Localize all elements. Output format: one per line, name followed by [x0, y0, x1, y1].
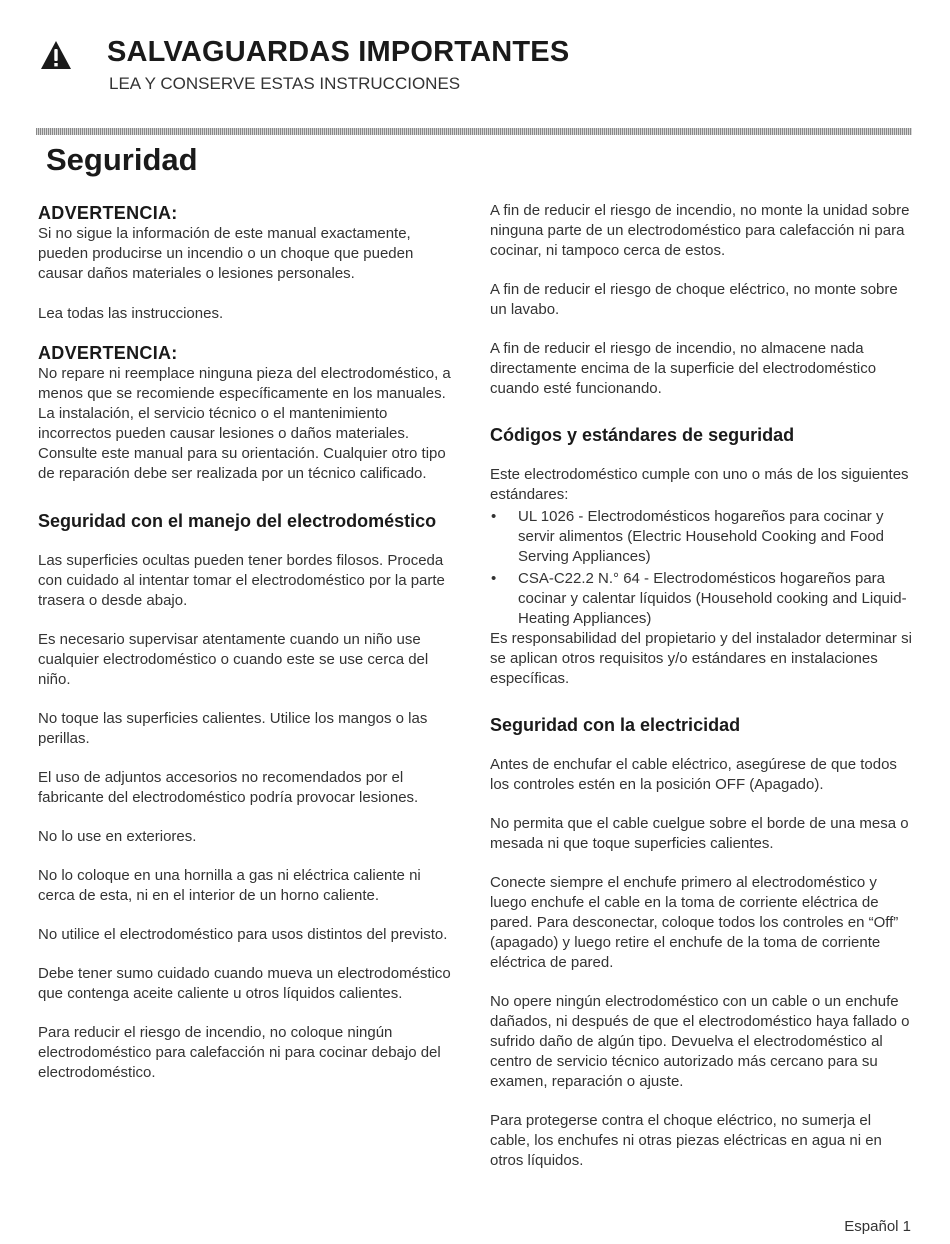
codes-intro: Este electrodoméstico cumple con uno o más de los siguientes estándares:	[490, 466, 909, 503]
handling-paragraph: No utilice el electrodoméstico para usos distintos del previsto.	[38, 926, 448, 943]
intro-paragraph: A fin de reducir el riesgo de incendio, no almacene nada directamente encima de la superficie del electrodoméstico cuando esté funcionando.	[490, 340, 877, 397]
warning-heading-1: ADVERTENCIA:	[38, 203, 178, 223]
right-column	[490, 201, 914, 1171]
warning-triangle-icon	[40, 40, 72, 70]
handling-paragraph: No lo coloque en una hornilla a gas ni eléctrica caliente ni cerca de esta, ni en el interior de un horno caliente.	[38, 867, 421, 904]
divider-rule	[36, 128, 912, 135]
handling-paragraph: Es necesario supervisar atentamente cuando un niño use cualquier electrodoméstico o cuando este se use cerca del niño.	[38, 631, 429, 688]
bullet-icon: •	[491, 570, 497, 587]
list-item	[490, 569, 914, 629]
page-number: Español 1	[844, 1218, 911, 1235]
list-item	[490, 507, 914, 567]
handling-paragraph: No toque las superficies calientes. Utilice los mangos o las perillas.	[38, 710, 428, 747]
electricity-heading: Seguridad con la electricidad	[490, 715, 741, 735]
intro-paragraph: A fin de reducir el riesgo de choque eléctrico, no monte sobre un lavabo.	[490, 281, 898, 318]
electricity-paragraph: Para protegerse contra el choque eléctrico, no sumerja el cable, los enchufes ni otras piezas eléctricas en agua ni en otros líquidos.	[490, 1112, 882, 1169]
handling-paragraph: Debe tener sumo cuidado cuando mueva un electrodoméstico que contenga aceite caliente u otros líquidos calientes.	[38, 965, 451, 1002]
subtitle: LEA Y CONSERVE ESTAS INSTRUCCIONES	[109, 74, 461, 93]
bullet-icon: •	[491, 508, 497, 525]
intro-paragraph: A fin de reducir el riesgo de incendio, no monte la unidad sobre ninguna parte de un electrodoméstico para calefacción ni para cocinar, ni tampoco cerca de estos.	[490, 202, 910, 259]
standard-text: CSA-C22.2 N.° 64 - Electrodomésticos hogareños para cocinar y calentar líquidos (Household cooking and Liquid-Heating Appliances)	[518, 570, 907, 627]
electricity-paragraph: Antes de enchufar el cable eléctrico, asegúrese de que todos los controles estén en la posición OFF (Apagado).	[490, 756, 897, 793]
electricity-paragraph: No permita que el cable cuelgue sobre el borde de una mesa o mesada ni que toque superficies calientes.	[490, 815, 909, 852]
standards-list	[490, 507, 914, 629]
electricity-paragraph: No opere ningún electrodoméstico con un cable o un enchufe dañados, ni después de que el electrodoméstico haya fallado o sufrido daño de algún tipo. Devuelva el electrodoméstico al centro de servicio técnico autorizado más cercano para su examen, reparación o ajuste.	[490, 993, 910, 1090]
handling-heading: Seguridad con el manejo del electrodoméstico	[38, 511, 437, 531]
left-column	[38, 203, 458, 1083]
codes-heading: Códigos y estándares de seguridad	[490, 425, 795, 445]
handling-paragraph: No lo use en exteriores.	[38, 828, 197, 845]
codes-outro: Es responsabilidad del propietario y del instalador determinar si se aplican otros requisitos y/o estándares en instalaciones específicas.	[490, 630, 912, 687]
read-all-text: Lea todas las instrucciones.	[38, 305, 224, 322]
handling-paragraph: El uso de adjuntos accesorios no recomendados por el fabricante del electrodoméstico podría provocar lesiones.	[38, 769, 419, 806]
section-title: Seguridad	[46, 142, 198, 177]
electricity-paragraph: Conecte siempre el enchufe primero al electrodoméstico y luego enchufe el cable en la toma de corriente eléctrica de pared. Para desconectar, coloque todos los controles en “Off” (apagado) y luego retire el enchufe de la toma de corriente eléctrica de pared.	[490, 874, 899, 971]
standard-text: UL 1026 - Electrodomésticos hogareños para cocinar y servir alimentos (Electric Household Cooking and Food Serving Appliances)	[518, 508, 885, 565]
warning-text-1: Si no sigue la información de este manual exactamente, pueden producirse un incendio o un choque que pueden causar daños materiales o lesiones personales.	[38, 225, 414, 282]
warning-text-2: No repare ni reemplace ninguna pieza del electrodoméstico, a menos que se recomiende específicamente en los manuales. La instalación, el servicio técnico o el mantenimiento incorrectos pueden causar lesiones o daños materiales. Consulte este manual para su orientación. Cualquier otro tipo de reparación debe ser realizada por un técnico calificado.	[38, 365, 451, 482]
main-title: SALVAGUARDAS IMPORTANTES	[107, 36, 570, 68]
handling-paragraph: Las superficies ocultas pueden tener bordes filosos. Proceda con cuidado al intentar tomar el electrodoméstico por la parte trasera o desde abajo.	[38, 552, 445, 609]
handling-paragraph: Para reducir el riesgo de incendio, no coloque ningún electrodoméstico para calefacción ni para cocinar debajo del electrodoméstico.	[38, 1024, 441, 1081]
warning-heading-2: ADVERTENCIA:	[38, 343, 178, 363]
